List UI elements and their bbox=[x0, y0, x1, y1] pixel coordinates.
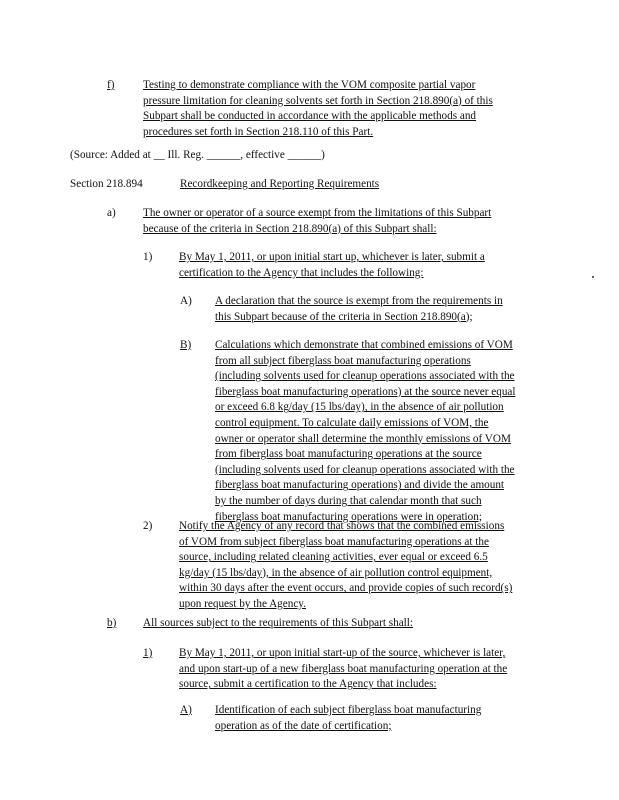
text-line: source, including related cleaning activities, ever equal or exceed 6.5 bbox=[179, 551, 488, 564]
text-line: The owner or operator of a source exempt from the limitations of this Subpart bbox=[143, 207, 492, 219]
text-line: By May 1, 2011, or upon initial start-up of the source, whichever is later, bbox=[179, 647, 506, 659]
text-line: control equipment. To calculate daily emissions of VOM, the bbox=[215, 416, 489, 429]
text-line: (including solvents used for cleanup operations associated with the bbox=[215, 370, 515, 383]
text-line: by the number of days during that calendar month that such bbox=[215, 494, 482, 507]
label-a-1-B: B) bbox=[180, 339, 192, 351]
text-line: and upon start-up of a new fiberglass boat manufacturing operation at the bbox=[179, 662, 508, 675]
text-line: fiberglass boat manufacturing operations were in operation; bbox=[215, 510, 482, 523]
scan-speck bbox=[592, 276, 594, 278]
text-line: Subpart shall be conducted in accordance with the applicable methods and bbox=[143, 110, 477, 123]
paragraph-a-text bbox=[143, 206, 540, 237]
text-line: or exceed 6.8 kg/day (15 lbs/day), in the absence of air pollution bbox=[215, 401, 504, 414]
text-line: of VOM from subject fiberglass boat manufacturing operations at the bbox=[179, 535, 489, 548]
label-b-1-A: A) bbox=[180, 704, 192, 716]
source-note: (Source: Added at __ Ill. Reg. ______, effective ______) bbox=[70, 149, 325, 161]
label-f: f) bbox=[107, 79, 115, 91]
text-line: A declaration that the source is exempt from the requirements in bbox=[215, 295, 503, 307]
paragraph-a-1-A-text bbox=[215, 294, 540, 325]
label-a-1-A: A) bbox=[180, 295, 192, 307]
label-a-1: 1) bbox=[143, 251, 153, 263]
text-line: upon request by the Agency. bbox=[179, 597, 306, 610]
label-b-1: 1) bbox=[143, 647, 153, 659]
text-line: within 30 days after the event occurs, and provide copies of such record(s) bbox=[179, 582, 513, 595]
text-line: source, submit a certification to the Agency that includes: bbox=[179, 678, 437, 691]
section-title: Recordkeeping and Reporting Requirements bbox=[180, 178, 380, 190]
text-line: Notify the Agency of any record that shows that the combined emissions bbox=[179, 520, 505, 532]
text-line: Identification of each subject fiberglass boat manufacturing bbox=[215, 704, 482, 716]
paragraph-b-text bbox=[143, 616, 540, 632]
text-line: certification to the Agency that includes the following: bbox=[179, 266, 424, 279]
paragraph-f-text bbox=[143, 78, 540, 140]
text-line: from all subject fiberglass boat manufacturing operations bbox=[215, 354, 471, 367]
paragraph-a-1-B-text bbox=[215, 338, 540, 525]
text-line: pressure limitation for cleaning solvents set forth in Section 218.890(a) of this bbox=[143, 94, 493, 107]
text-line: Calculations which demonstrate that combined emissions of VOM bbox=[215, 339, 513, 351]
label-a-2: 2) bbox=[143, 520, 153, 532]
label-b: b) bbox=[107, 617, 117, 629]
paragraph-a-1-text bbox=[179, 250, 540, 281]
text-line: from fiberglass boat manufacturing operations at the source bbox=[215, 448, 482, 461]
text-line: owner or operator shall determine the monthly emissions of VOM bbox=[215, 432, 511, 445]
text-line: kg/day (15 lbs/day), in the absence of air pollution control equipment, bbox=[179, 566, 493, 579]
paragraph-a-2-text bbox=[179, 519, 540, 613]
text-line: All sources subject to the requirements of this Subpart shall: bbox=[143, 617, 414, 629]
paragraph-b-1-text bbox=[179, 646, 540, 693]
text-line: fiberglass boat manufacturing operations) at the source never equal bbox=[215, 385, 516, 398]
label-a: a) bbox=[107, 207, 116, 219]
text-line: By May 1, 2011, or upon initial start up, whichever is later, submit a bbox=[179, 251, 485, 263]
section-number: Section 218.894 bbox=[70, 178, 143, 190]
text-line: (including solvents used for cleanup operations associated with the bbox=[215, 463, 515, 476]
text-line: because of the criteria in Section 218.890(a) of this Subpart shall: bbox=[143, 222, 437, 235]
paragraph-b-1-A-text bbox=[215, 703, 540, 734]
text-line: procedures set forth in Section 218.110 of this Part. bbox=[143, 125, 374, 138]
text-line: Testing to demonstrate compliance with the VOM composite partial vapor bbox=[143, 79, 476, 91]
text-line: fiberglass boat manufacturing operations) and divide the amount bbox=[215, 479, 505, 492]
text-line: this Subpart because of the criteria in Section 218.890(a); bbox=[215, 310, 473, 323]
text-line: operation as of the date of certification; bbox=[215, 719, 392, 732]
